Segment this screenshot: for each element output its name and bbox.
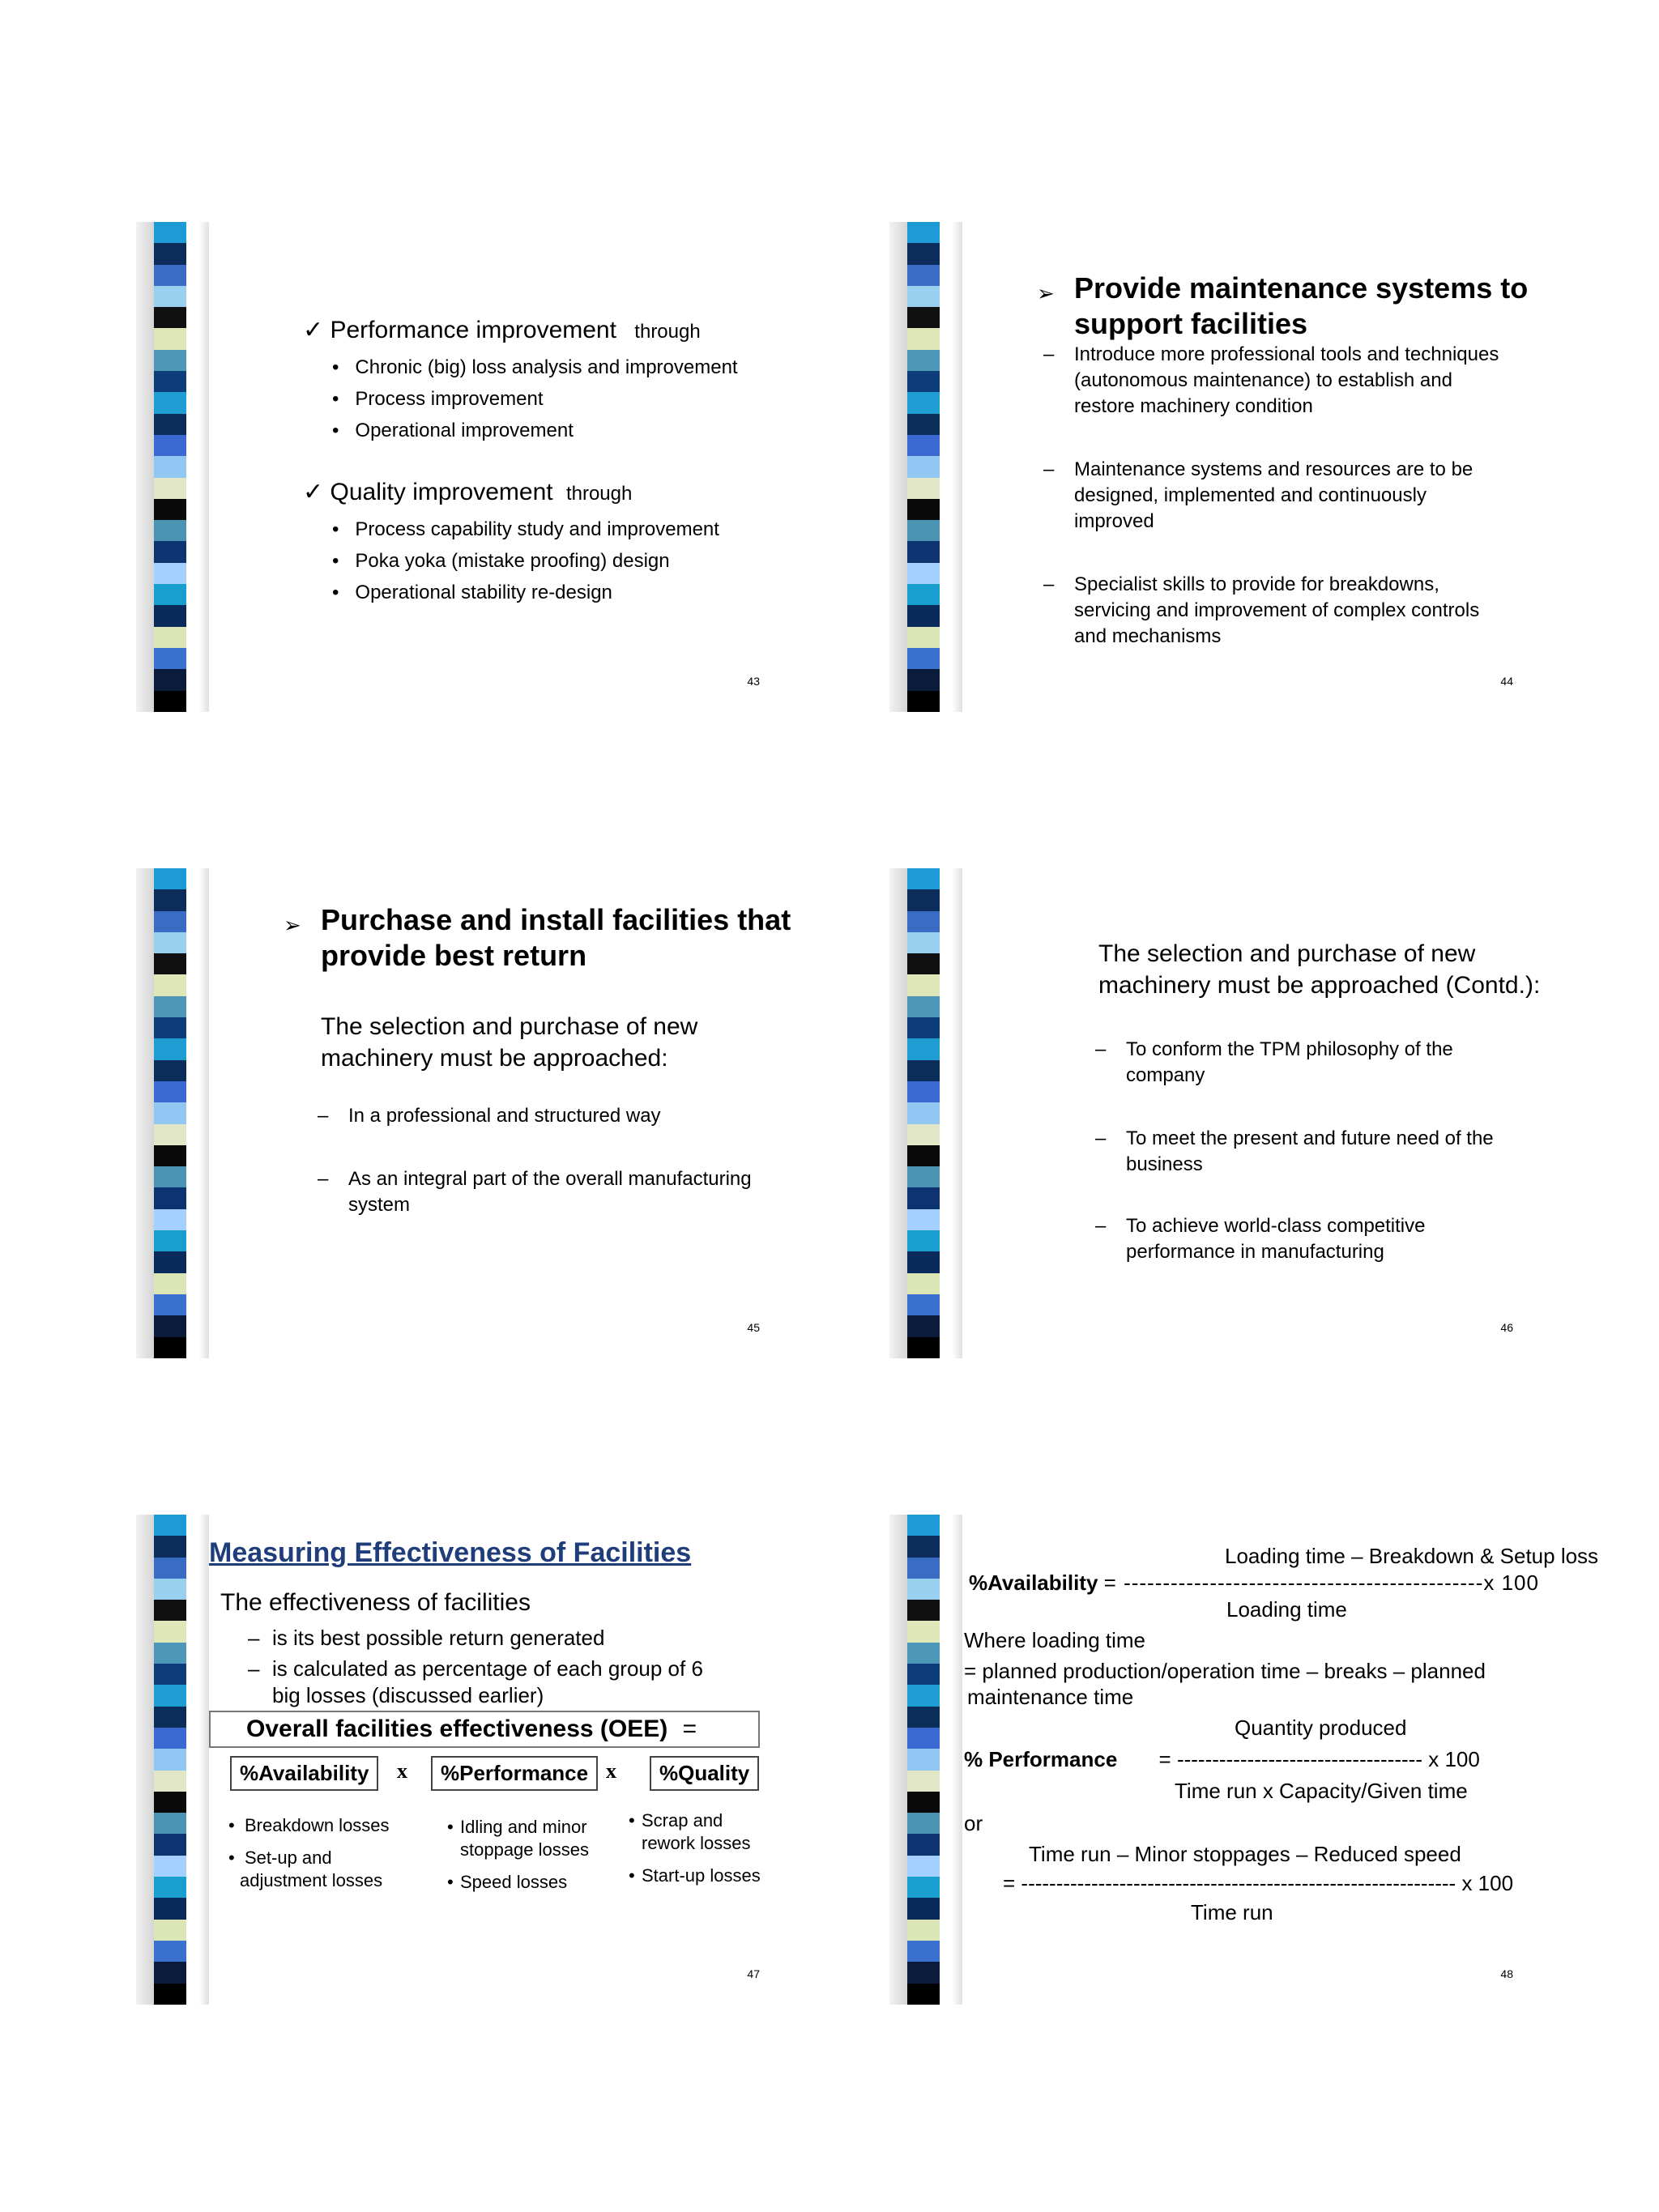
strip-segment — [907, 456, 940, 477]
strip-segment — [907, 1515, 940, 1536]
strip-segment — [154, 1081, 186, 1102]
or-text: or — [964, 1811, 983, 1835]
performance-denominator: Time run x Capacity/Given time — [1175, 1779, 1468, 1803]
strip-segment — [907, 1813, 940, 1834]
strip-segment — [907, 974, 940, 995]
strip-segment — [907, 1145, 940, 1166]
dash-item: – is its best possible return generated — [248, 1626, 605, 1650]
list-item: • Process capability study and improvement — [332, 518, 719, 540]
strip-segment — [907, 1209, 940, 1230]
strip-segment — [907, 1621, 940, 1642]
strip-segment — [907, 1536, 940, 1557]
strip-segment — [154, 563, 186, 584]
slide-47 — [136, 1515, 778, 2005]
strip-segment — [154, 1941, 186, 1962]
strip-segment — [907, 1102, 940, 1123]
strip-segment — [907, 648, 940, 669]
strip-segment — [154, 392, 186, 413]
strip-segment — [154, 1749, 186, 1770]
strip-segment — [907, 1877, 940, 1898]
strip-segment — [907, 1017, 940, 1038]
decorative-strip — [136, 868, 209, 1358]
strip-segment — [907, 563, 940, 584]
decorative-strip — [889, 222, 962, 712]
slide-title: Measuring Effectiveness of Facilities — [209, 1537, 692, 1568]
strip-segment — [154, 499, 186, 520]
strip-segment — [907, 1166, 940, 1187]
strip-segment — [907, 1558, 940, 1579]
strip-segment — [154, 1813, 186, 1834]
strip-segment — [907, 1579, 940, 1600]
strip-segment — [907, 1337, 940, 1358]
strip-segment — [154, 307, 186, 328]
strip-segment — [907, 1081, 940, 1102]
strip-segment — [907, 1315, 940, 1336]
strip-segment — [154, 1664, 186, 1685]
slide-number: 45 — [747, 1321, 760, 1334]
decorative-strip — [136, 222, 209, 712]
checkmark-icon: ✓ — [303, 479, 324, 505]
strip-segment — [154, 911, 186, 932]
strip-segment — [907, 520, 940, 541]
strip-segment — [154, 1962, 186, 1983]
dash-item: – Introduce more professional tools and techniques (autonomous maintenance) to establish and restore machinery condition — [1043, 343, 1499, 417]
strip-segment — [907, 605, 940, 626]
strip-segment — [154, 1337, 186, 1358]
slide-46 — [889, 868, 1541, 1358]
slide-heading: ➢ Provide maintenance systems to support facilities — [1037, 271, 1529, 340]
strip-segment — [154, 1102, 186, 1123]
strip-segment — [154, 1920, 186, 1941]
strip-segment — [154, 1579, 186, 1600]
group-heading: ✓ Quality improvement through — [303, 479, 633, 505]
strip-segment — [154, 1294, 186, 1315]
strip-segment — [907, 1060, 940, 1081]
strip-segment — [154, 1273, 186, 1294]
loss-item: • Speed losses — [447, 1872, 568, 1892]
alternative-formula: = -------------------------------------------------------------- x 100 — [1003, 1871, 1514, 1895]
strip-segment — [154, 1230, 186, 1251]
strip-segment — [907, 478, 940, 499]
multiply-sign: x — [606, 1759, 616, 1783]
slide-number: 46 — [1500, 1321, 1513, 1334]
strip-segment — [907, 669, 940, 690]
strip-segment — [907, 392, 940, 413]
strip-segment — [154, 478, 186, 499]
strip-segment — [907, 1941, 940, 1962]
strip-segment — [154, 222, 186, 243]
definition-text: = planned production/operation time – breaks – planned — [964, 1659, 1486, 1683]
strip-segment — [907, 1984, 940, 2005]
strip-segment — [907, 1685, 940, 1706]
checkmark-icon: ✓ — [303, 317, 324, 343]
definition-text: maintenance time — [967, 1685, 1134, 1709]
strip-segment — [154, 953, 186, 974]
slide-number: 44 — [1500, 675, 1513, 688]
alternative-denominator: Time run — [1191, 1900, 1273, 1924]
intro-text: The selection and purchase of new machinery must be approached (Contd.): — [1098, 940, 1541, 999]
strip-segment — [907, 1251, 940, 1272]
arrow-bullet-icon: ➢ — [284, 913, 301, 937]
availability-formula: %Availability = ----------------------------------------------x 100 — [969, 1571, 1539, 1595]
strip-segment — [154, 435, 186, 456]
strip-segment — [154, 1877, 186, 1898]
strip-segment — [154, 1536, 186, 1557]
strip-segment — [907, 1856, 940, 1877]
loss-item: • Scrap and rework losses — [629, 1810, 751, 1853]
strip-segment — [907, 243, 940, 264]
strip-segment — [907, 1834, 940, 1855]
strip-segment — [907, 1792, 940, 1813]
strip-segment — [907, 1771, 940, 1792]
strip-segment — [154, 265, 186, 286]
strip-segment — [154, 1728, 186, 1749]
strip-segment — [907, 1962, 940, 1983]
strip-segment — [154, 996, 186, 1017]
strip-segment — [154, 1038, 186, 1059]
strip-segment — [907, 328, 940, 349]
strip-segment — [154, 1856, 186, 1877]
strip-segment — [154, 932, 186, 953]
strip-segment — [154, 868, 186, 889]
strip-segment — [154, 889, 186, 910]
list-item: • Poka yoka (mistake proofing) design — [332, 550, 670, 572]
strip-segment — [907, 1898, 940, 1919]
decorative-strip — [136, 1515, 209, 2005]
strip-segment — [907, 1187, 940, 1208]
strip-segment — [154, 648, 186, 669]
dash-item: – is calculated as percentage of each group of 6 big losses (discussed earlier) — [248, 1656, 703, 1707]
strip-segment — [154, 371, 186, 392]
strip-segment — [154, 1145, 186, 1166]
strip-segment — [907, 911, 940, 932]
strip-segment — [907, 286, 940, 307]
strip-segment — [907, 371, 940, 392]
list-item: • Process improvement — [332, 388, 544, 410]
intro-text: The selection and purchase of new machinery must be approached: — [321, 1013, 698, 1072]
loss-item: • Idling and minor stoppage losses — [447, 1817, 589, 1860]
strip-segment — [154, 414, 186, 435]
bullet-list — [332, 514, 719, 608]
strip-segment — [907, 691, 940, 712]
availability-numerator: Loading time – Breakdown & Setup loss — [1225, 1544, 1599, 1568]
strip-segment — [154, 1124, 186, 1145]
strip-segment — [154, 1984, 186, 2005]
performance-numerator: Quantity produced — [1235, 1715, 1407, 1740]
strip-segment — [154, 286, 186, 307]
dash-item: – In a professional and structured way — [318, 1105, 661, 1127]
strip-segment — [154, 1017, 186, 1038]
loss-item: • Breakdown losses — [228, 1815, 390, 1835]
availability-box: %Availability — [230, 1756, 378, 1791]
dash-item: – To conform the TPM philosophy of the company — [1095, 1038, 1453, 1086]
strip-segment — [154, 1315, 186, 1336]
strip-segment — [907, 222, 940, 243]
where-text: Where loading time — [964, 1628, 1145, 1652]
strip-segment — [907, 868, 940, 889]
strip-segment — [907, 1294, 940, 1315]
alternative-numerator: Time run – Minor stoppages – Reduced speed — [1029, 1842, 1461, 1866]
strip-segment — [907, 889, 940, 910]
strip-segment — [154, 1251, 186, 1272]
strip-segment — [154, 456, 186, 477]
strip-segment — [154, 1621, 186, 1642]
dash-item: – As an integral part of the overall manufacturing system — [318, 1168, 752, 1216]
strip-segment — [154, 627, 186, 648]
strip-segment — [907, 265, 940, 286]
strip-segment — [154, 1558, 186, 1579]
availability-denominator: Loading time — [1226, 1597, 1347, 1622]
strip-segment — [907, 1749, 940, 1770]
list-item: • Operational stability re-design — [332, 582, 612, 603]
quality-box: %Quality — [650, 1756, 759, 1791]
strip-segment — [907, 1038, 940, 1059]
list-item: • Operational improvement — [332, 420, 574, 441]
strip-segment — [154, 1685, 186, 1706]
strip-segment — [907, 1124, 940, 1145]
performance-formula: % Performance = ----------------------------------- x 100 — [964, 1747, 1480, 1771]
strip-segment — [907, 1600, 940, 1621]
slide-45 — [136, 868, 791, 1358]
dash-item: – Maintenance systems and resources are to be designed, implemented and continuously improved — [1043, 458, 1473, 532]
strip-segment — [154, 1771, 186, 1792]
strip-segment — [154, 1060, 186, 1081]
group-heading: ✓ Performance improvement through — [303, 317, 701, 343]
slide-heading: ➢ Purchase and install facilities that provide best return — [284, 903, 791, 972]
strip-segment — [907, 932, 940, 953]
strip-segment — [154, 1600, 186, 1621]
strip-segment — [907, 627, 940, 648]
dash-item: – To achieve world-class competitive performance in manufacturing — [1095, 1215, 1426, 1263]
slide-43 — [136, 222, 778, 712]
strip-segment — [907, 350, 940, 371]
strip-segment — [154, 1166, 186, 1187]
strip-segment — [907, 1707, 940, 1728]
bullet-list — [332, 352, 738, 446]
strip-segment — [907, 1230, 940, 1251]
strip-segment — [154, 1834, 186, 1855]
strip-segment — [907, 414, 940, 435]
strip-segment — [907, 996, 940, 1017]
strip-segment — [907, 1920, 940, 1941]
list-item: • Chronic (big) loss analysis and improvement — [332, 356, 738, 378]
strip-segment — [154, 669, 186, 690]
slide-number: 48 — [1500, 1967, 1513, 1980]
loss-item: • Set-up and adjustment losses — [228, 1848, 383, 1890]
multiply-sign: x — [397, 1759, 407, 1783]
strip-segment — [154, 541, 186, 562]
strip-segment — [154, 974, 186, 995]
strip-segment — [154, 1187, 186, 1208]
slide-44 — [889, 222, 1531, 712]
strip-segment — [907, 435, 940, 456]
dash-item: – To meet the present and future need of the business — [1095, 1127, 1494, 1175]
strip-segment — [907, 584, 940, 605]
dash-item: – Specialist skills to provide for breakdowns, servicing and improvement of complex controls and mechanisms — [1043, 573, 1480, 647]
slide-number: 47 — [747, 1967, 760, 1980]
decorative-strip — [889, 868, 962, 1358]
strip-segment — [154, 1209, 186, 1230]
strip-segment — [907, 541, 940, 562]
slide-48 — [889, 1515, 1599, 2005]
slide-number: 43 — [747, 675, 760, 688]
strip-segment — [154, 520, 186, 541]
loss-item: • Start-up losses — [629, 1865, 761, 1886]
strip-segment — [154, 691, 186, 712]
strip-segment — [154, 1898, 186, 1919]
strip-segment — [907, 1664, 940, 1685]
decorative-strip — [889, 1515, 962, 2005]
strip-segment — [154, 328, 186, 349]
strip-segment — [154, 1515, 186, 1536]
subtitle: The effectiveness of facilities — [220, 1589, 531, 1616]
arrow-bullet-icon: ➢ — [1037, 281, 1055, 305]
strip-segment — [154, 350, 186, 371]
strip-segment — [154, 1707, 186, 1728]
oee-box: Overall facilities effectiveness (OEE) = — [209, 1711, 760, 1748]
strip-segment — [907, 953, 940, 974]
strip-segment — [907, 499, 940, 520]
strip-segment — [154, 584, 186, 605]
strip-segment — [154, 605, 186, 626]
strip-segment — [907, 1728, 940, 1749]
strip-segment — [154, 1792, 186, 1813]
performance-box: %Performance — [431, 1756, 598, 1791]
strip-segment — [907, 307, 940, 328]
strip-segment — [907, 1643, 940, 1664]
strip-segment — [154, 243, 186, 264]
strip-segment — [907, 1273, 940, 1294]
strip-segment — [154, 1643, 186, 1664]
